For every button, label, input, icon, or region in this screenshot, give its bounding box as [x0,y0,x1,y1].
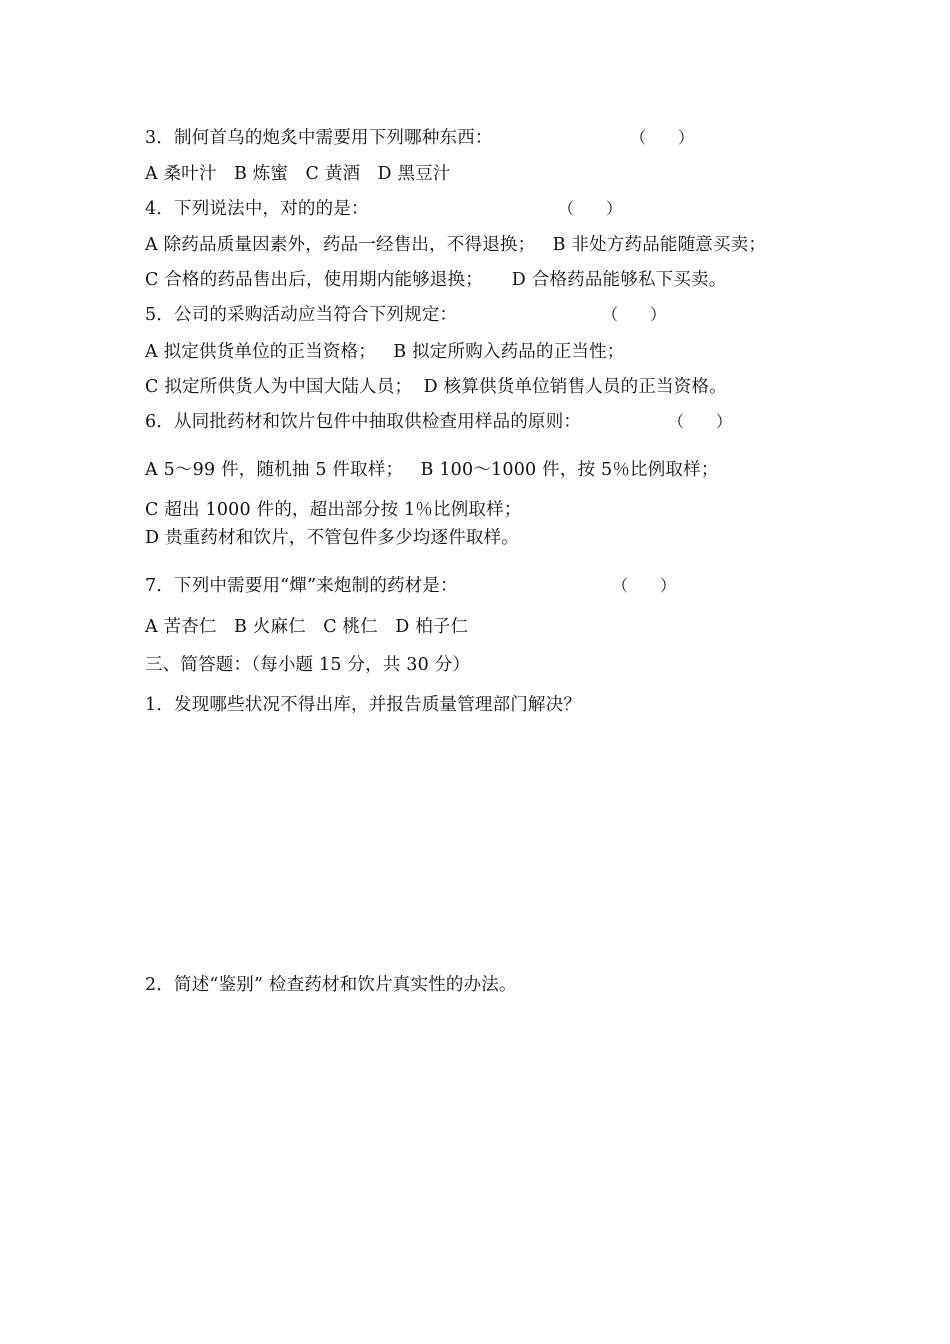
question-4-options-line-1: A 除药品质量因素外，药品一经售出，不得退换； B 非处方药品能随意买卖； [145,235,767,255]
question-5-stem: 5．公司的采购活动应当符合下列规定： [145,305,458,325]
question-6-options-line-2: C 超出 1000 件的，超出部分按 1％比例取样； [145,500,522,520]
question-4-stem: 4．下列说法中，对的的是： [145,199,369,219]
question-5-options-line-1: A 拟定供货单位的正当资格； B 拟定所购入药品的正当性； [145,342,625,362]
question-6-options-line-1: A 5～99 件，随机抽 5 件取样； B 100～1000 件，按 5％比例取样； [145,460,719,480]
question-6-answer-paren: （ ） [668,412,733,431]
question-5-answer-paren: （ ） [602,305,667,324]
question-3-options: A 桑叶汁 B 炼蜜 C 黄酒 D 黑豆汁 [145,164,451,184]
section-heading: 三、简答题：（每小题 15 分，共 30 分） [145,655,471,675]
question-3-answer-paren: （ ） [630,128,695,147]
short-answer-question-2: 2．简述“鉴别” 检查药材和饮片真实性的办法。 [145,975,517,995]
question-4-answer-paren: （ ） [558,199,623,218]
question-6-stem: 6．从同批药材和饮片包件中抽取供检查用样品的原则： [145,412,582,432]
question-7-answer-paren: （ ） [612,576,677,595]
question-6-options-line-3: D 贵重药材和饮片，不管包件多少均逐件取样。 [145,528,519,548]
question-5-options-line-2: C 拟定所供货人为中国大陆人员； D 核算供货单位销售人员的正当资格。 [145,377,727,397]
question-7-stem: 7．下列中需要用“燀”来炮制的药材是： [145,576,458,596]
question-7-options: A 苦杏仁 B 火麻仁 C 桃仁 D 柏子仁 [145,617,469,637]
short-answer-question-1: 1．发现哪些状况不得出库，并报告质量管理部门解决？ [145,695,582,715]
question-4-options-line-2: C 合格的药品售出后，使用期内能够退换； D 合格药品能够私下买卖。 [145,270,727,290]
question-3-stem: 3．制何首乌的炮炙中需要用下列哪种东西： [145,128,493,148]
